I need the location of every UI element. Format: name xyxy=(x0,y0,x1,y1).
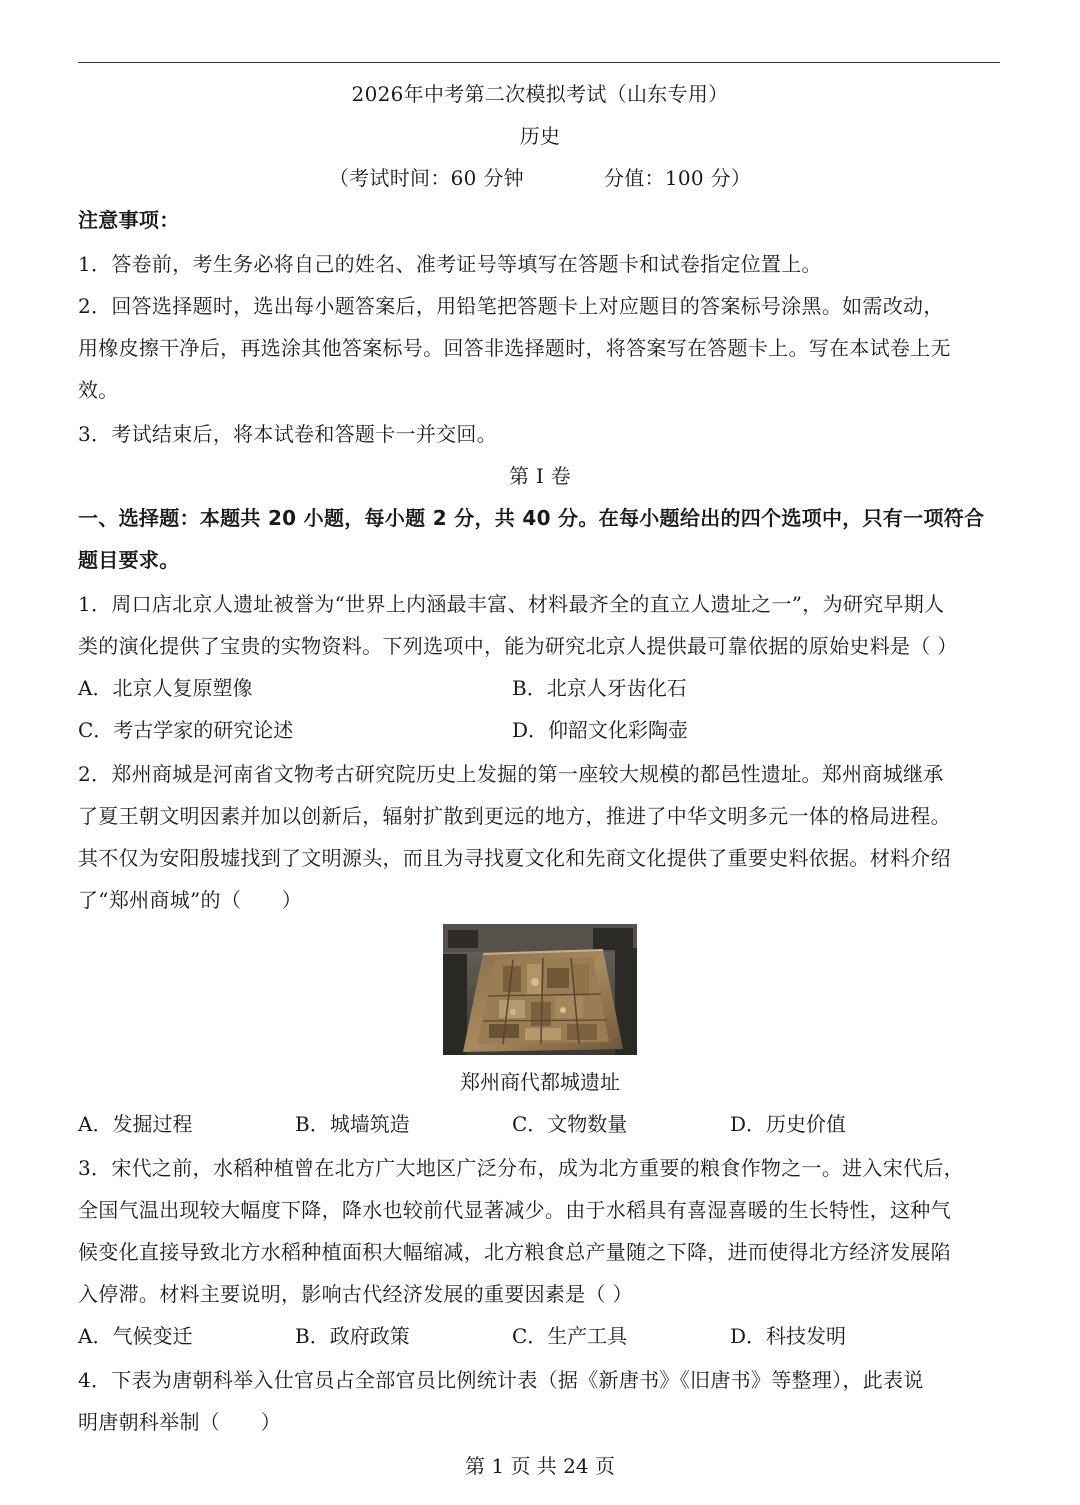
note-1: 1．答卷前，考生务必将自己的姓名、准考证号等填写在答题卡和试卷指定位置上。 xyxy=(78,252,822,276)
q1-option-a: A．北京人复原塑像 xyxy=(78,676,253,700)
q3-stem-line-3: 候变化直接导致北方水稻种植面积大幅缩减，北方粮食总产量随之下降，进而使得北方经济发展陷 xyxy=(78,1240,951,1264)
q2-stem-line-3: 其不仅为安阳殷墟找到了文明源头，而且为寻找夏文化和先商文化提供了重要史料依据。材料介绍 xyxy=(78,846,951,870)
q2-option-a: A．发掘过程 xyxy=(78,1112,193,1136)
section-intro-line-2: 题目要求。 xyxy=(78,548,180,572)
note-2-line-1: 2．回答选择题时，选出每小题答案后，用铅笔把答题卡上对应题目的答案标号涂黑。如需改动， xyxy=(78,294,944,318)
q3-option-a: A．气候变迁 xyxy=(78,1324,193,1348)
exam-meta xyxy=(0,164,1080,192)
top-rule xyxy=(78,62,1000,63)
q3-stem-line-1: 3．宋代之前，水稻种植曾在北方广大地区广泛分布，成为北方重要的粮食作物之一。进入宋代后， xyxy=(78,1156,964,1180)
page-number: 第 1 页 共 24 页 xyxy=(465,1454,615,1478)
score-info: 分值：100 分） xyxy=(603,166,752,190)
q1-stem-line-1: 1．周口店北京人遗址被誉为“世界上内涵最丰富、材料最齐全的直立人遗址之一”，为研究早期人 xyxy=(78,592,945,616)
q2-option-d: D．历史价值 xyxy=(730,1112,847,1136)
q4-stem-line-1: 4．下表为唐朝科举入仕官员占全部官员比例统计表（据《新唐书》《旧唐书》等整理），此表说 xyxy=(78,1368,924,1392)
section-intro-line-1: 一、选择题：本题共 20 小题，每小题 2 分，共 40 分。在每小题给出的四个选项中，只有一项符合 xyxy=(78,506,985,530)
time-info: （考试时间：60 分钟 xyxy=(328,166,524,190)
q3-stem-line-4: 入停滞。材料主要说明，影响古代经济发展的重要因素是（ ） xyxy=(78,1282,633,1306)
q2-stem-line-4: 了“郑州商城”的（ ） xyxy=(78,888,303,912)
q3-option-c: C．生产工具 xyxy=(512,1324,628,1348)
q2-option-c: C．文物数量 xyxy=(512,1112,628,1136)
photo-caption: 郑州商代都城遗址 xyxy=(460,1070,620,1094)
q1-option-b: B．北京人牙齿化石 xyxy=(512,676,687,700)
excavation-site-photo xyxy=(443,924,637,1055)
q1-option-c: C．考古学家的研究论述 xyxy=(78,718,294,742)
volume-title: 第 I 卷 xyxy=(508,464,572,488)
q3-option-d: D．科技发明 xyxy=(730,1324,847,1348)
q1-stem-line-2: 类的演化提供了宝贵的实物资料。下列选项中，能为研究北京人提供最可靠依据的原始史料是（ ） xyxy=(78,634,958,658)
exam-title: 2026年中考第二次模拟考试（山东专用） xyxy=(351,82,729,106)
note-3: 3．考试结束后，将本试卷和答题卡一并交回。 xyxy=(78,422,498,446)
q2-stem-line-2: 了夏王朝文明因素并加以创新后，辐射扩散到更远的地方，推进了中华文明多元一体的格局进程。 xyxy=(78,804,951,828)
subject-title: 历史 xyxy=(519,124,561,148)
q3-stem-line-2: 全国气温出现较大幅度下降，降水也较前代显著减少。由于水稻具有喜湿喜暖的生长特性，这种气 xyxy=(78,1198,951,1222)
note-2-line-2: 用橡皮擦干净后，再选涂其他答案标号。回答非选择题时，将答案写在答题卡上。写在本试卷上无 xyxy=(78,336,951,360)
notes-heading: 注意事项： xyxy=(78,208,180,232)
note-2-line-3: 效。 xyxy=(78,378,119,402)
q1-option-d: D．仰韶文化彩陶壶 xyxy=(512,718,689,742)
q3-option-b: B．政府政策 xyxy=(295,1324,410,1348)
q2-option-b: B．城墙筑造 xyxy=(295,1112,410,1136)
q2-stem-line-1: 2．郑州商城是河南省文物考古研究院历史上发掘的第一座较大规模的都邑性遗址。郑州商城继承 xyxy=(78,762,944,786)
q4-stem-line-2: 明唐朝科举制（ ） xyxy=(78,1410,281,1434)
